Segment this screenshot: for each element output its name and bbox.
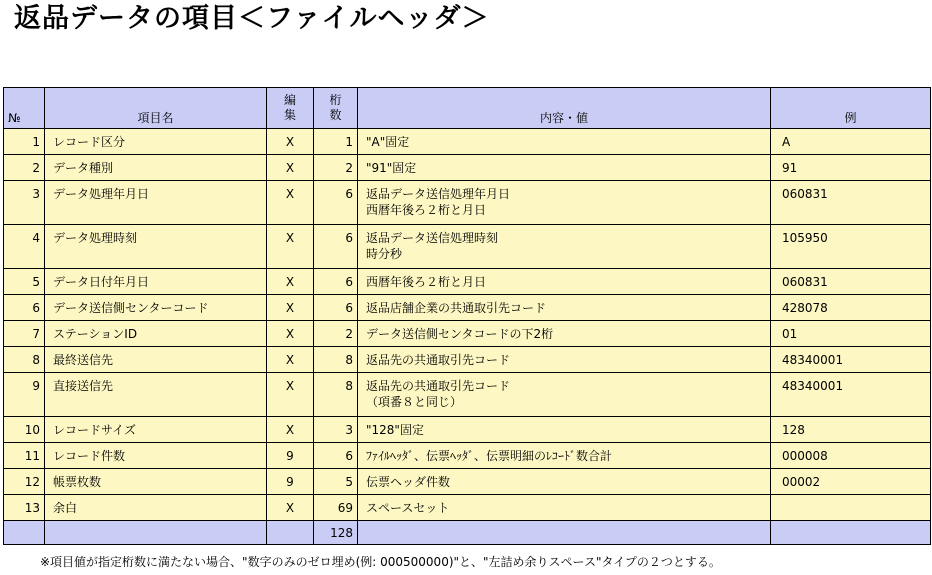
total-empty-cell	[358, 521, 771, 545]
row-edit: X	[267, 417, 314, 443]
content-line: 返品先の共通取引先コード	[366, 353, 511, 367]
row-digits: 3	[314, 417, 358, 443]
row-item-name: データ種別	[45, 155, 267, 181]
row-digits: 2	[314, 155, 358, 181]
row-content	[358, 181, 771, 225]
row-content	[358, 225, 771, 269]
row-digits: 6	[314, 225, 358, 269]
row-example: 105950	[771, 225, 931, 269]
row-number: 1	[4, 129, 45, 155]
content-line: 返品先の共通取引先コード	[366, 379, 511, 393]
row-example: 060831	[771, 181, 931, 225]
row-content	[358, 321, 771, 347]
table-row	[4, 129, 931, 155]
row-item-name: レコードサイズ	[45, 417, 267, 443]
table-row	[4, 495, 931, 521]
header-no: №	[4, 88, 45, 129]
row-content	[358, 347, 771, 373]
row-number: 10	[4, 417, 45, 443]
row-number: 6	[4, 295, 45, 321]
table-row	[4, 321, 931, 347]
row-content	[358, 443, 771, 469]
content-line: "A"固定	[366, 135, 410, 149]
row-item-name: データ処理年月日	[45, 181, 267, 225]
row-example: 91	[771, 155, 931, 181]
table-row	[4, 225, 931, 269]
row-digits: 6	[314, 443, 358, 469]
header-edit-label: 編 集	[283, 93, 296, 122]
row-number: 4	[4, 225, 45, 269]
row-edit: X	[267, 321, 314, 347]
content-line: 伝票ヘッダ件数	[366, 475, 451, 489]
row-digits: 1	[314, 129, 358, 155]
total-empty-cell	[267, 521, 314, 545]
content-line: データ送信側センタコードの下2桁	[366, 327, 554, 341]
row-number: 3	[4, 181, 45, 225]
table-row	[4, 373, 931, 417]
table-body	[4, 129, 931, 521]
row-item-name: ステーションID	[45, 321, 267, 347]
row-content	[358, 269, 771, 295]
table-row	[4, 295, 931, 321]
table-header-row	[4, 88, 931, 129]
row-number: 11	[4, 443, 45, 469]
row-content	[358, 495, 771, 521]
header-example: 例	[771, 88, 931, 129]
row-number: 7	[4, 321, 45, 347]
row-number: 12	[4, 469, 45, 495]
row-content	[358, 469, 771, 495]
table-row	[4, 347, 931, 373]
row-digits: 6	[314, 295, 358, 321]
row-edit: X	[267, 373, 314, 417]
header-item-name: 項目名	[45, 88, 267, 129]
content-line: 時分秒	[366, 247, 403, 261]
row-item-name: データ送信側センターコード	[45, 295, 267, 321]
row-content	[358, 295, 771, 321]
content-line: 西暦年後ろ２桁と月日	[366, 203, 487, 217]
row-example: A	[771, 129, 931, 155]
table-row	[4, 443, 931, 469]
row-digits: 2	[314, 321, 358, 347]
table-row	[4, 469, 931, 495]
content-line: "128"固定	[366, 423, 424, 437]
row-edit: X	[267, 295, 314, 321]
row-number: 13	[4, 495, 45, 521]
total-empty-cell	[4, 521, 45, 545]
row-item-name: レコード件数	[45, 443, 267, 469]
row-content	[358, 129, 771, 155]
row-example: 428078	[771, 295, 931, 321]
row-digits: 8	[314, 373, 358, 417]
row-item-name: 帳票枚数	[45, 469, 267, 495]
content-line: （項番８と同じ）	[366, 395, 463, 409]
row-number: 9	[4, 373, 45, 417]
row-item-name: データ日付年月日	[45, 269, 267, 295]
row-number: 2	[4, 155, 45, 181]
row-edit: X	[267, 181, 314, 225]
row-edit: X	[267, 347, 314, 373]
total-empty-cell	[771, 521, 931, 545]
content-line: "91"固定	[366, 161, 417, 175]
row-digits: 8	[314, 347, 358, 373]
row-edit: X	[267, 225, 314, 269]
row-example: 128	[771, 417, 931, 443]
table-row	[4, 417, 931, 443]
total-row	[4, 521, 931, 545]
row-number: 5	[4, 269, 45, 295]
content-line: 返品データ送信処理時刻	[366, 231, 499, 245]
content-line: 返品店舗企業の共通取引先コード	[366, 301, 547, 315]
row-edit: X	[267, 495, 314, 521]
row-item-name: 直接送信先	[45, 373, 267, 417]
row-digits: 6	[314, 269, 358, 295]
row-edit: X	[267, 129, 314, 155]
file-header-spec-table	[3, 87, 931, 545]
row-item-name: データ処理時刻	[45, 225, 267, 269]
total-empty-cell	[45, 521, 267, 545]
row-digits: 6	[314, 181, 358, 225]
row-example: 000008	[771, 443, 931, 469]
row-edit: 9	[267, 443, 314, 469]
page-title: 返品データの項目＜ファイルヘッダ＞	[14, 3, 490, 34]
row-digits: 5	[314, 469, 358, 495]
row-content	[358, 373, 771, 417]
row-number: 8	[4, 347, 45, 373]
table-row	[4, 269, 931, 295]
content-line: 返品データ送信処理年月日	[366, 187, 511, 201]
row-example: 01	[771, 321, 931, 347]
row-edit: X	[267, 155, 314, 181]
row-item-name: 余白	[45, 495, 267, 521]
row-digits: 69	[314, 495, 358, 521]
content-line: 西暦年後ろ２桁と月日	[366, 275, 487, 289]
row-edit: X	[267, 269, 314, 295]
header-digits	[314, 88, 358, 129]
header-digits-label: 桁 数	[329, 93, 342, 122]
row-item-name: レコード区分	[45, 129, 267, 155]
header-content-value: 内容・値	[358, 88, 771, 129]
content-line: ﾌｧｲﾙﾍｯﾀﾞ、伝票ﾍｯﾀﾞ、伝票明細のﾚｺｰﾄﾞ数合計	[366, 449, 613, 463]
row-example: 00002	[771, 469, 931, 495]
row-example: 060831	[771, 269, 931, 295]
row-content	[358, 155, 771, 181]
header-edit	[267, 88, 314, 129]
row-example: 48340001	[771, 373, 931, 417]
table-row	[4, 155, 931, 181]
row-content	[358, 417, 771, 443]
footnote: ※項目値が指定桁数に満たない場合、"数字のみのゼロ埋め(例: 000500000)"と、"左詰め余りスペース"タイプの２つとする。	[40, 555, 721, 569]
total-digits: 128	[314, 521, 358, 545]
row-edit: 9	[267, 469, 314, 495]
table-row	[4, 181, 931, 225]
row-example: 48340001	[771, 347, 931, 373]
row-item-name: 最終送信先	[45, 347, 267, 373]
content-line: スペースセット	[366, 501, 450, 515]
row-example	[771, 495, 931, 521]
